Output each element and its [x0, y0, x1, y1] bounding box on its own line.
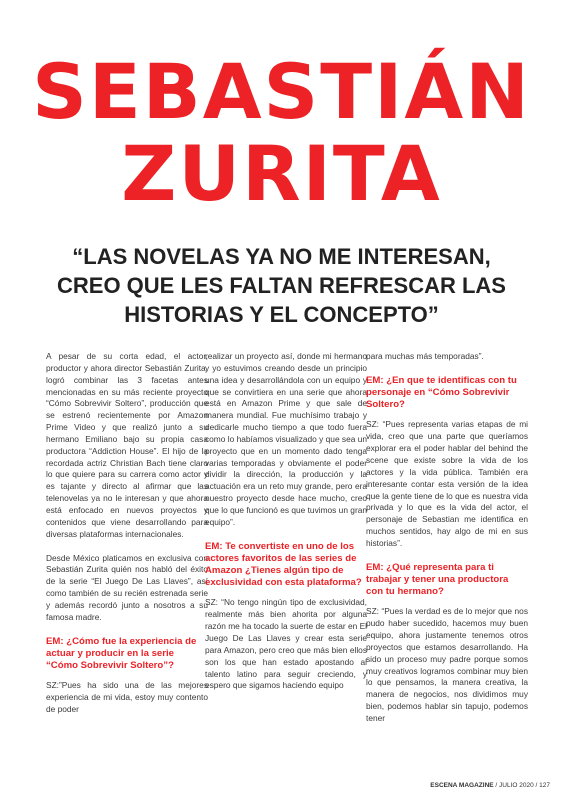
body-paragraph: Desde México platicamos en exclusiva con Sebastián Zurita quién nos habló del éxito de la serie “El Juego De Las Llaves”, así como también de su recién estrenada serie y además recordó junto a nosotros a su famosa madre. [46, 552, 208, 622]
interview-answer: SZ: “Pues la verdad es de lo mejor que nos pudo haber sucedido, hacemos muy buen equipo, ahora justamente tenemos otros proyectos que estamos desarrollando. Ha sido un proceso muy padre porque somos muy creativos logramos combinar muy bien lo que pensamos, la manera creativa, la manera de negocios, nos dividimos muy bien, podemos hablar sin tapujo, podemos tener [366, 606, 528, 723]
interview-answer: realizar un proyecto así, donde mi hermano y yo estuvimos creando desde un principio una idea y desarrollándola con un equipo y que se convirtiera en una serie que ahora está en Amazon Prime y que sale de manera mundial. Fue muchísimo trabajo y dedicarle mucho tiempo a que todo fuera como lo habíamos visualizado y que sea un proyecto que en un momento dado tenga varias temporadas y obviamente el poder dividir la dirección, la producción y la actuación era un reto muy grande, pero era nuestro proyecto desde hace mucho, creo que lo que funcionó es que tuvimos un gran equipo”. [205, 351, 367, 527]
page-footer [430, 782, 550, 790]
interview-answer: SZ:”Pues ha sido una de las mejores experiencia de mi vida, estoy muy contento de poder [46, 680, 208, 714]
article-title-line-2: ZURITA [121, 129, 442, 218]
footer-date: JULIO 2020 [499, 782, 534, 789]
page-number: 127 [539, 782, 550, 789]
text-column-2 [205, 351, 367, 704]
footer-separator: / [493, 782, 500, 789]
interview-answer: SZ: “Pues representa varias etapas de mi vida, creo que una parte que queríamos explorar era el poder hablar del behind the scene que existe sobre la vida de los actores y la vida pública. También era interesante contar esta versión de la idea que la gente tiene de lo que es nuestra vida privada y lo que es la vida del actor, el personaje de Sebastian me identifica en muchos sentidos, hay algo de mi en sus historias”. [366, 419, 528, 548]
interview-question: EM: Te convertiste en uno de los actores favoritos de las series de Amazon ¿Tienes algún tipo de exclusividad con esta plataforma? [205, 540, 362, 589]
interview-question: EM: ¿Qué representa para ti trabajar y tener una productora con tu hermano? [366, 561, 509, 598]
interview-answer: para muchas más temporadas”. [366, 351, 484, 361]
interview-question: EM: ¿Cómo fue la experiencia de actuar y producir en la serie “Cómo Sobrevivir Soltero”? [46, 635, 197, 671]
footer-separator: / [533, 782, 540, 789]
intro-paragraph: A pesar de su corta edad, el actor, productor y ahora director Sebastián Zurita, logró combinar las 3 facetas antes mencionadas en su más reciente proyecto “Cómo Sobrevivir Soltero”, producción que se estrenó recientemente por Amazon Prime Video y que realizó junto a su hermano Emiliano bajo su propia casa productora “Addiction House”. El hijo de la recordada actriz Christian Bach tiene claro lo que quiere para su carrera como actor y es tajante y directo al afirmar que las telenovelas ya no le interesan y que ahora está enfocado en nuevos proyectos y contenidos que viene desarrollando para diversas plataformas internacionales. [46, 351, 208, 539]
interview-question: EM: ¿En que te identificas con tu personaje en “Cómo Sobrevivir Soltero? [366, 374, 517, 411]
article-title-line-1: SEBASTIÁN [32, 47, 531, 136]
pull-quote: “LAS NOVELAS YA NO ME INTERESAN, CREO QUE LES FALTAN REFRESCAR LAS HISTORIAS Y EL CONCEPTO” [57, 244, 506, 327]
footer-brand: ESCENA MAGAZINE [430, 782, 494, 789]
text-column-1 [46, 351, 208, 728]
interview-answer: SZ: “No tengo ningún tipo de exclusividad, realmente más bien ahorita por alguna razón me ha tocado la suerte de estar en El Juego De Las Llaves y crear esta serie para Amazon, pero creo que más bien ellos son los que han estado apostando al talento latino para seguir creciendo, y espero que sigamos haciendo equipo [205, 597, 367, 691]
text-column-3 [366, 351, 528, 737]
